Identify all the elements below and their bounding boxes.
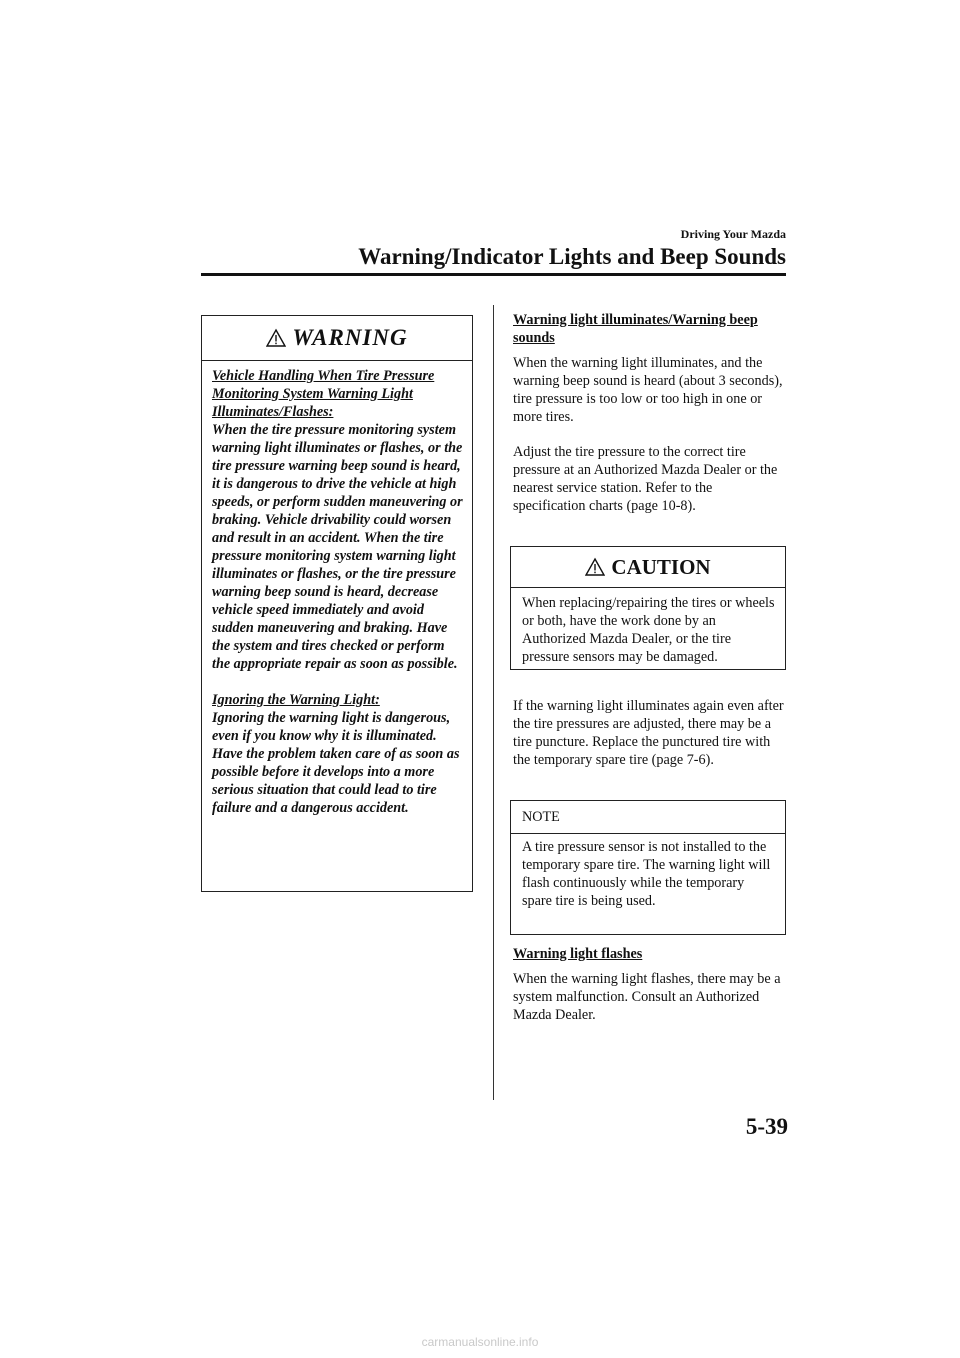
section-heading-flashes: Warning light flashes bbox=[513, 946, 643, 962]
page-title: Warning/Indicator Lights and Beep Sounds bbox=[358, 244, 786, 269]
note-label: NOTE bbox=[511, 801, 785, 834]
paragraph-flashes: When the warning light flashes, there may be a system malfunction. Consult an Authorized Mazda Dealer. bbox=[513, 971, 781, 1023]
paragraph-adjust: Adjust the tire pressure to the correct tire pressure at an Authorized Mazda Dealer or the nearest service station. Refer to the specification charts (page 10-8). bbox=[513, 444, 778, 514]
note-text: A tire pressure sensor is not installed to the temporary spare tire. The warning light will flash continuously while the temporary spare tire is being used. bbox=[522, 839, 771, 909]
column-divider bbox=[493, 305, 494, 1100]
caution-text: When replacing/repairing the tires or wheels or both, have the work done by an Authorized Mazda Dealer, or the tire pressure sensors may be damaged. bbox=[522, 595, 775, 665]
warning-subheading-handling: Vehicle Handling When Tire Pressure Monitoring System Warning Light Illuminates/Flashes: bbox=[212, 368, 435, 420]
warning-body bbox=[202, 361, 472, 817]
note-box bbox=[510, 800, 786, 935]
warning-label: WARNING bbox=[292, 325, 408, 350]
caution-header bbox=[511, 547, 785, 588]
warning-header bbox=[202, 316, 472, 361]
warning-text-handling: When the tire pressure monitoring system warning light illuminates or flashes, or the tire pressure warning beep sound is heard, it is dangerous to drive the vehicle at high speeds, or perform sudden maneuvering or braking. Vehicle drivability could worsen and result in an accident. When the tire pressure monitoring system warning light illuminates or flashes, or the tire pressure warning beep sound is heard, decrease vehicle speed immediately and avoid sudden maneuvering and braking. Have the system and tires checked or perform the appropriate repair as soon as possible. bbox=[212, 422, 463, 672]
warning-subheading-ignoring: Ignoring the Warning Light: bbox=[212, 692, 380, 708]
paragraph-illuminates: When the warning light illuminates, and the warning beep sound is heard (about 3 seconds), tire pressure is too low or too high in one or more tires. bbox=[513, 355, 783, 425]
caution-label: CAUTION bbox=[611, 554, 711, 579]
warning-triangle-icon bbox=[266, 328, 286, 348]
caution-triangle-icon bbox=[585, 557, 605, 577]
warning-text-ignoring: Ignoring the warning light is dangerous, even if you know why it is illuminated. Have the problem taken care of as soon as possible before it develops into a more serious situation that could lead to tire failure and a dangerous accident. bbox=[212, 710, 460, 816]
footer-watermark: carmanualsonline.info bbox=[421, 1335, 539, 1349]
page-number: 5-39 bbox=[745, 1114, 788, 1139]
warning-box bbox=[201, 315, 473, 892]
right-column bbox=[513, 311, 788, 515]
flashes-section bbox=[513, 945, 788, 1024]
header-divider bbox=[201, 273, 786, 276]
section-heading-illuminates: Warning light illuminates/Warning beep sounds bbox=[513, 312, 758, 346]
paragraph-puncture: If the warning light illuminates again even after the tire pressures are adjusted, there may be a tire puncture. Replace the punctured tire with the temporary spare tire (page 7-6). bbox=[513, 698, 784, 768]
section-title: Driving Your Mazda bbox=[680, 227, 786, 241]
caution-box bbox=[510, 546, 786, 670]
